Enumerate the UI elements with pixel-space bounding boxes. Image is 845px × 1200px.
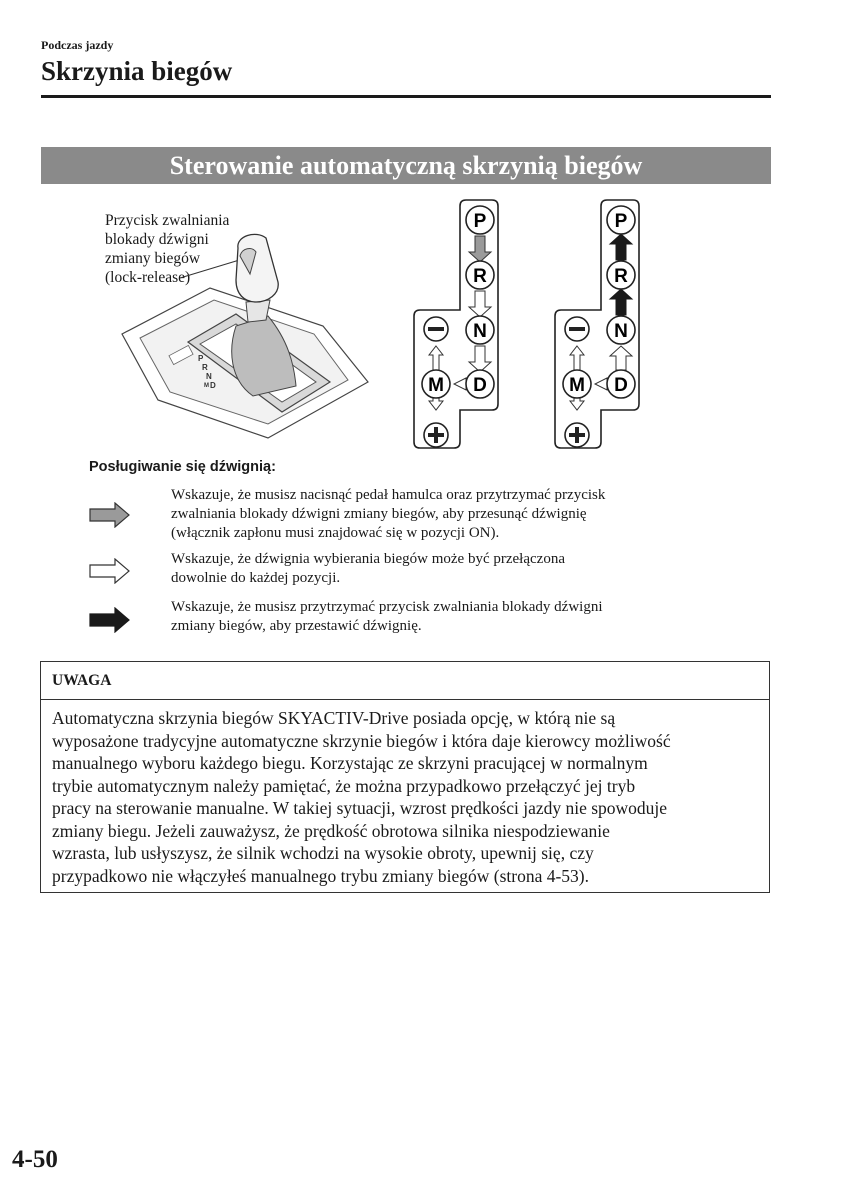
note-line: wzrasta, lub usłyszysz, że silnik wchodzi na wysokie obroty, upewnij się, czy [52,843,594,863]
svg-text:M: M [428,375,444,396]
gray-arrow-icon [89,502,131,528]
legend-line: zwalniania blokady dźwigni zmiany biegów, aby przesunąć dźwignię [171,506,587,522]
legend-gray-text [171,486,691,543]
shift-gate-diagram-1 [412,198,502,454]
note-heading: UWAGA [41,662,769,700]
svg-text:R: R [473,266,487,287]
minus-circle-icon [424,317,448,341]
lever-shaft [246,300,270,322]
note-line: manualnego wyboru każdego biegu. Korzystając ze skrzyni pracującej w normalnym [52,753,648,773]
gear-r [466,261,494,289]
base-label-m: M [204,383,209,389]
gear-n [607,316,635,344]
svg-text:M: M [569,375,585,396]
base-label-d: D [210,381,216,390]
legend-line: dowolnie do każdej pozycji. [171,570,341,586]
base-label-p: P [198,354,204,363]
svg-text:N: N [614,321,628,342]
minus-circle-icon [565,317,589,341]
base-label-n: N [206,372,212,381]
base-label-r: R [202,363,208,372]
legend-line: Wskazuje, że musisz nacisnąć pedał hamulca oraz przytrzymać przycisk [171,487,606,503]
usage-heading: Posługiwanie się dźwignią: [89,459,276,475]
svg-text:D: D [473,375,487,396]
svg-text:P: P [614,211,628,232]
gear-p [607,206,635,234]
svg-text:P: P [473,211,487,232]
lever-knob [236,234,278,302]
white-arrow-icon [89,558,131,584]
section-banner: Sterowanie automatyczną skrzynią biegów [41,147,771,184]
legend-line: Wskazuje, że musisz przytrzymać przycisk zwalniania blokady dźwigni [171,599,603,615]
note-line: przypadkowo nie włączyłeś manualnego trybu zmiany biegów (strona 4-53). [52,865,589,886]
gear-d [466,370,494,398]
svg-text:R: R [614,266,628,287]
note-line: wyposażone tradycyjne automatyczne skrzynie biegów i która daje kierowcy możliwość [52,730,671,751]
section-label: Podczas jazdy [41,38,114,52]
callout-line: (lock-release) [105,269,191,286]
callout-line: Przycisk zwalniania [105,212,230,229]
legend-black-text [171,598,691,636]
note-line: trybie automatycznym należy pamiętać, że można przypadkowo przełączyć jej tryb [52,775,636,796]
gear-m [422,370,450,398]
legend-line: (włącznik zapłonu musi znajdować się w pozycji ON). [171,525,500,541]
note-line: pracy na sterowanie manualne. W takiej sytuacji, wzrost prędkości jazdy nie spowoduje [52,798,668,818]
plus-circle-icon [565,423,589,447]
gear-m [563,370,591,398]
gear-r [607,261,635,289]
title-rule [41,95,771,98]
note-line: Automatyczna skrzynia biegów SKYACTIV-Drive posiada opcję, w którą nie są [52,708,616,728]
note-box [40,661,770,893]
callout-line: blokady dźwigni [105,231,209,248]
page-title: Skrzynia biegów [41,56,233,86]
svg-text:N: N [473,321,487,342]
legend-line: Wskazuje, że dźwignia wybierania biegów może być przełączona [171,551,565,567]
gear-p [466,206,494,234]
shift-lever-illustration [118,230,378,440]
black-arrow-icon [89,607,131,633]
note-line: zmiany biegu. Jeżeli zauważysz, że prędkość obrotowa silnika niespodziewanie [52,820,610,841]
note-body [41,700,769,887]
plus-circle-icon [424,423,448,447]
gear-n [466,316,494,344]
gear-d [607,370,635,398]
page-number: 4-50 [12,1146,58,1173]
svg-text:D: D [614,375,628,396]
callout-line: zmiany biegów [105,250,201,267]
shift-gate-diagram-2 [553,198,643,454]
legend-white-text [171,550,691,588]
legend-line: zmiany biegów, aby przestawić dźwignię. [171,618,422,634]
